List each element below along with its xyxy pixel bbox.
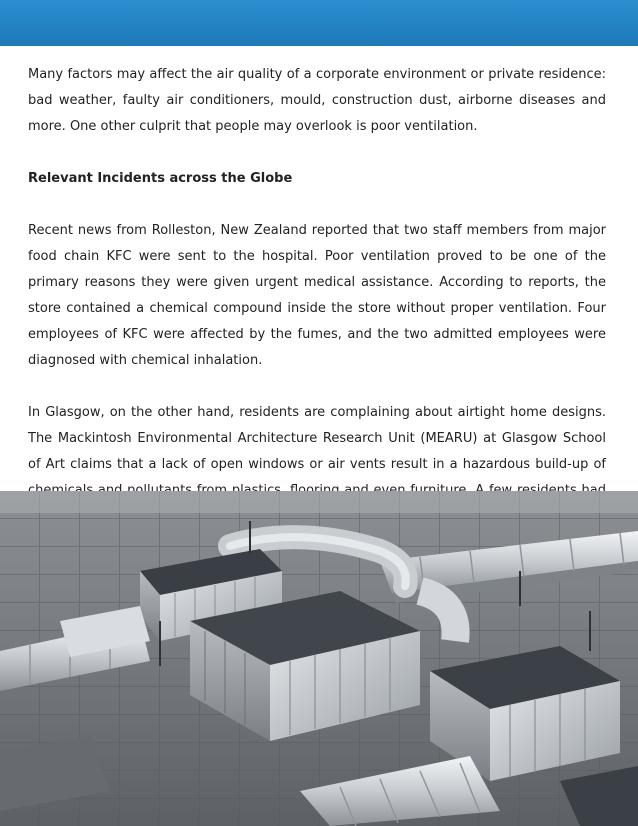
roof-far-edge	[0, 491, 638, 513]
article-body	[28, 62, 606, 530]
paragraph-spacer	[28, 374, 606, 400]
intro-paragraph: Many factors may affect the air quality of a corporate environment or private residence: bad weather, faulty air conditioners, mould, construction dust, airborne diseases and more. One other culprit that people may overlook is poor ventilation.	[28, 67, 606, 134]
rooftop-hvac-photo	[0, 491, 638, 826]
paragraph-spacer	[28, 140, 606, 166]
section-heading: Relevant Incidents across the Globe	[28, 171, 293, 186]
rolleston-paragraph: Recent news from Rolleston, New Zealand reported that two staff members from major food chain KFC were sent to the hospital. Poor ventilation proved to be one of the primary reasons they were given urgent medical assistance. According to reports, the store contained a chemical compound inside the store without proper ventilation. Four employees of KFC were affected by the fumes, and the two admitted employees were diagnosed with chemical inhalation.	[28, 223, 606, 368]
header-band	[0, 0, 638, 46]
glasgow-paragraph: In Glasgow, on the other hand, residents are complaining about airtight home designs. The Mackintosh Environmental Architecture Research Unit (MEARU) at Glasgow School of Art claims that a lack of open windows or air vents result in a hazardous build-up of	[28, 405, 606, 472]
rooftop-hvac-illustration	[0, 491, 638, 826]
paragraph-spacer	[28, 192, 606, 218]
